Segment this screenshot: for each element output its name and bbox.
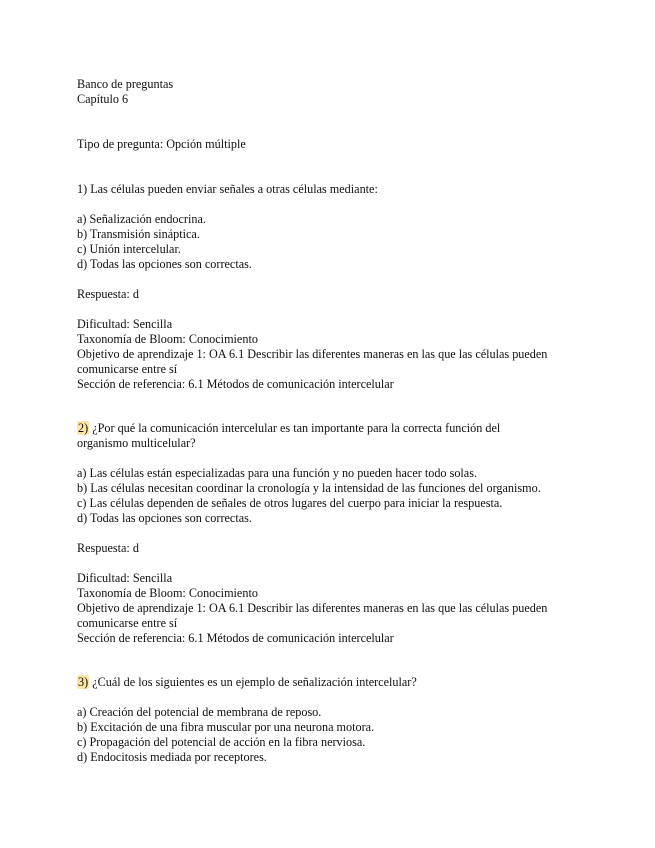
question-text: Las células pueden enviar señales a otras células mediante: <box>90 182 378 196</box>
option-d: d) Todas las opciones son correctas. <box>77 257 252 271</box>
question-stem <box>77 675 597 690</box>
option-b: b) Las células necesitan coordinar la cronología y la intensidad de las funciones del organismo. <box>77 481 541 495</box>
learning-objective-line1: Objetivo de aprendizaje 1: OA 6.1 Describir las diferentes maneras en las que las células pueden <box>77 601 548 615</box>
question-number: 2) <box>78 421 89 435</box>
option-c: c) Las células dependen de señales de otros lugares del cuerpo para iniciar la respuesta. <box>77 496 503 510</box>
question-block-2 <box>77 421 597 646</box>
reference-section: Sección de referencia: 6.1 Métodos de comunicación intercelular <box>77 377 394 391</box>
bloom-taxonomy: Taxonomía de Bloom: Conocimiento <box>77 332 258 346</box>
question-text: ¿Por qué la comunicación intercelular es tan importante para la correcta función del <box>92 421 501 435</box>
learning-objective-line1: Objetivo de aprendizaje 1: OA 6.1 Describir las diferentes maneras en las que las células pueden <box>77 347 548 361</box>
learning-objective-line2: comunicarse entre sí <box>77 362 178 376</box>
option-b: b) Excitación de una fibra muscular por una neurona motora. <box>77 720 375 734</box>
document-page <box>77 77 597 765</box>
chapter-label: Capítulo 6 <box>77 92 129 106</box>
question-stem-line2: organismo multicelular? <box>77 436 196 450</box>
question-block-3 <box>77 675 597 765</box>
option-a: a) Creación del potencial de membrana de reposo. <box>77 705 322 719</box>
question-number: 3) <box>78 675 89 689</box>
difficulty: Dificultad: Sencilla <box>77 571 173 585</box>
question-stem-line1 <box>77 421 597 436</box>
question-number: 1) <box>77 182 88 196</box>
option-c: c) Unión intercelular. <box>77 242 181 256</box>
question-text: ¿Cuál de los siguientes es un ejemplo de señalización intercelular? <box>92 675 417 689</box>
option-b: b) Transmisión sináptica. <box>77 227 200 241</box>
difficulty: Dificultad: Sencilla <box>77 317 173 331</box>
question-block-1 <box>77 182 597 392</box>
option-c: c) Propagación del potencial de acción en la fibra nerviosa. <box>77 735 366 749</box>
bloom-taxonomy: Taxonomía de Bloom: Conocimiento <box>77 586 258 600</box>
question-type: Tipo de pregunta: Opción múltiple <box>77 137 246 151</box>
answer: Respuesta: d <box>77 541 139 555</box>
option-d: d) Endocitosis mediada por receptores. <box>77 750 267 764</box>
option-a: a) Señalización endocrina. <box>77 212 206 226</box>
answer: Respuesta: d <box>77 287 139 301</box>
option-d: d) Todas las opciones son correctas. <box>77 511 252 525</box>
bank-title: Banco de preguntas <box>77 77 174 91</box>
option-a: a) Las células están especializadas para una función y no pueden hacer todo solas. <box>77 466 477 480</box>
reference-section: Sección de referencia: 6.1 Métodos de comunicación intercelular <box>77 631 394 645</box>
question-stem <box>77 182 597 197</box>
learning-objective-line2: comunicarse entre sí <box>77 616 178 630</box>
